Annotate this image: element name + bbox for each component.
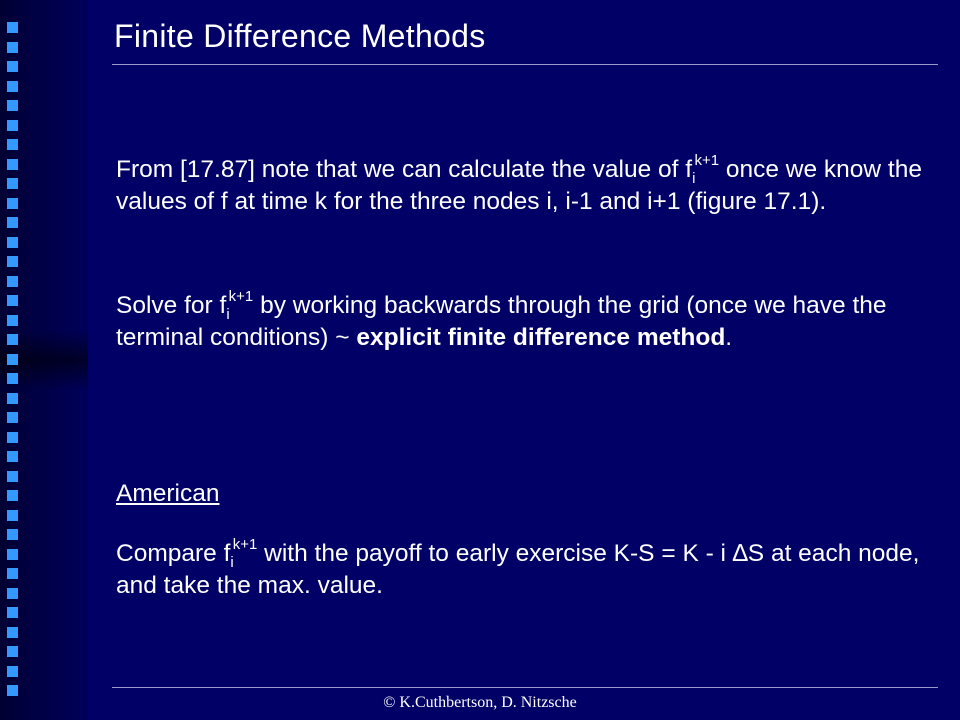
- square-icon: [7, 627, 18, 638]
- paragraph-american-compare: [116, 538, 946, 602]
- square-icon: [7, 646, 18, 657]
- paragraph3-text-rest: with the payoff to early exercise K-S = K - i ∆S at each node, and take the max. value.: [116, 540, 920, 599]
- title-divider: [112, 64, 938, 65]
- square-icon: [7, 159, 18, 170]
- decorative-square-column: [7, 22, 19, 705]
- subscript-i: i: [226, 306, 230, 323]
- square-icon: [7, 432, 18, 443]
- square-icon: [7, 295, 18, 306]
- subscript-i: i: [230, 554, 234, 571]
- square-icon: [7, 42, 18, 53]
- slide-title: Finite Difference Methods: [114, 18, 486, 54]
- paragraph2-text: Solve for f: [116, 292, 227, 319]
- paragraph3-text: Compare f: [116, 540, 231, 567]
- paragraph1-text: From [17.87] note that we can calculate the value of f: [116, 156, 693, 183]
- square-icon: [7, 607, 18, 618]
- superscript-k-plus-1: k+1: [694, 152, 720, 169]
- square-icon: [7, 549, 18, 560]
- square-icon: [7, 178, 18, 189]
- paragraph-explicit-calc: [116, 154, 946, 218]
- explicit-method-term: explicit finite difference method: [356, 324, 726, 351]
- square-icon: [7, 471, 18, 482]
- square-icon: [7, 412, 18, 423]
- square-icon: [7, 393, 18, 404]
- superscript-k-plus-1: k+1: [228, 288, 254, 305]
- square-icon: [7, 354, 18, 365]
- footer-divider: [112, 687, 938, 688]
- square-icon: [7, 120, 18, 131]
- paragraph-solve-backwards: [116, 290, 946, 354]
- side-panel: [0, 0, 88, 720]
- square-icon: [7, 100, 18, 111]
- square-icon: [7, 588, 18, 599]
- square-icon: [7, 334, 18, 345]
- square-icon: [7, 237, 18, 248]
- superscript-k-plus-1: k+1: [232, 536, 258, 553]
- square-icon: [7, 217, 18, 228]
- paragraph2-text-mid: by working backwards through the grid (once we have the terminal conditions) ~: [116, 292, 887, 351]
- square-icon: [7, 81, 18, 92]
- paragraph2-text-end: .: [725, 324, 733, 351]
- subscript-i: i: [692, 170, 696, 187]
- square-icon: [7, 198, 18, 209]
- square-icon: [7, 490, 18, 501]
- square-icon: [7, 276, 18, 287]
- square-icon: [7, 315, 18, 326]
- square-icon: [7, 22, 18, 33]
- square-icon: [7, 61, 18, 72]
- square-icon: [7, 139, 18, 150]
- american-heading: American: [116, 480, 220, 507]
- square-icon: [7, 256, 18, 267]
- square-icon: [7, 568, 18, 579]
- copyright-footer: © K.Cuthbertson, D. Nitzsche: [383, 694, 577, 711]
- square-icon: [7, 451, 18, 462]
- square-icon: [7, 510, 18, 521]
- paragraph1-text-rest: once we know the values of f at time k for the three nodes i, i-1 and i+1 (figure 17.1).: [116, 156, 922, 215]
- square-icon: [7, 666, 18, 677]
- square-icon: [7, 373, 18, 384]
- square-icon: [7, 529, 18, 540]
